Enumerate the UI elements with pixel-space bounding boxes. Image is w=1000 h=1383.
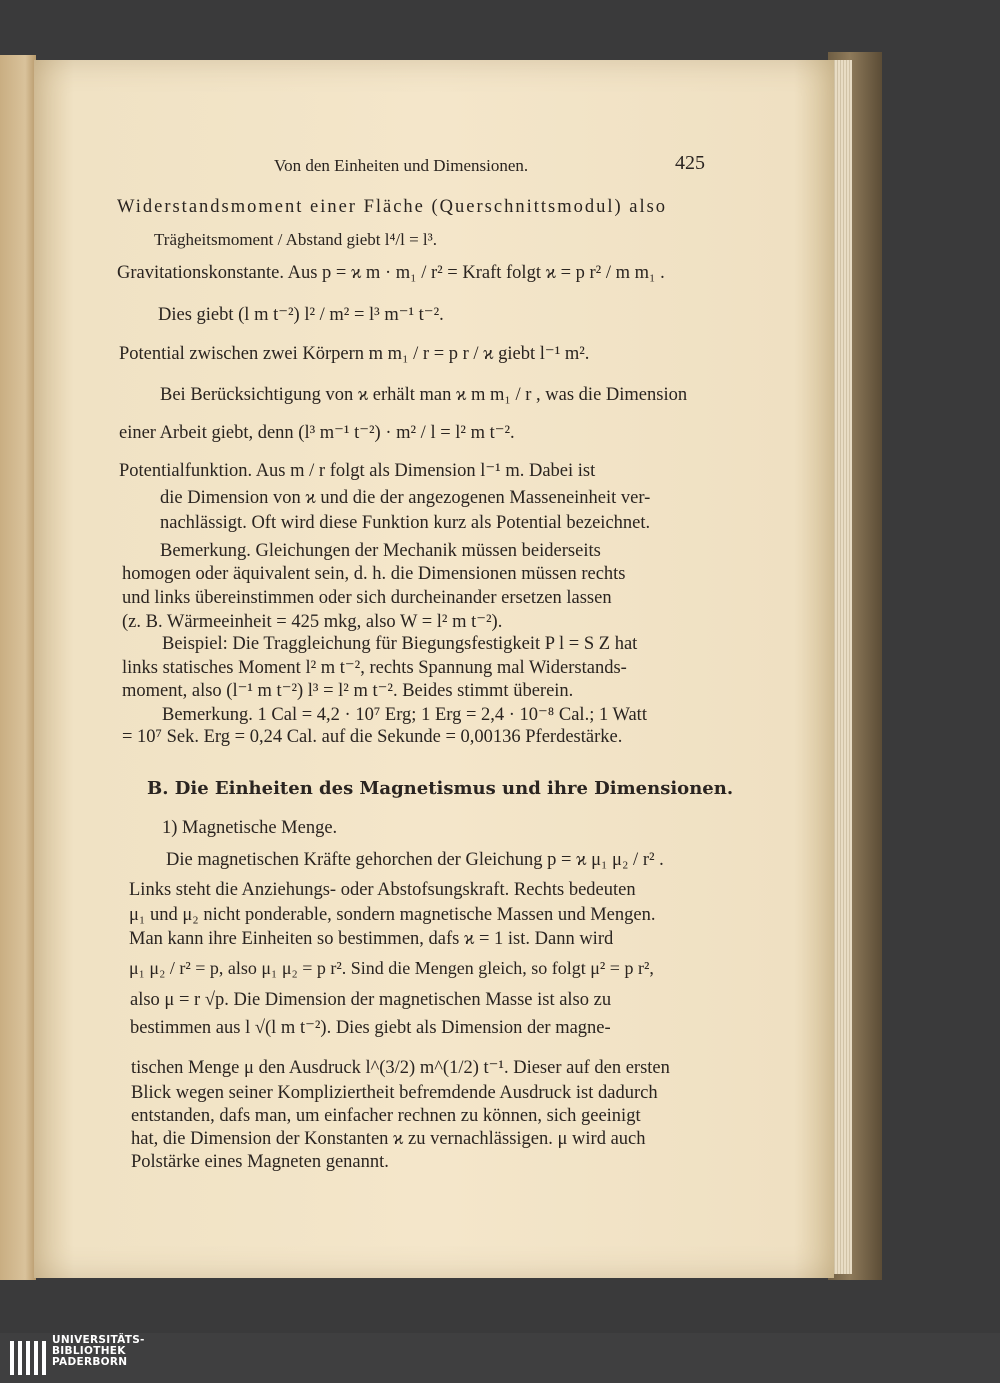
library-footer — [0, 1333, 1000, 1383]
formula-line: Dies giebt (l m t⁻²) l² / m² = l³ m⁻¹ t⁻². — [158, 305, 444, 325]
page-number: 425 — [675, 152, 705, 174]
text-line: μ₁ μ₂ / r² = p, also μ₁ μ₂ = p r². Sind die Mengen gleich, so folgt μ² = p r², — [129, 958, 654, 978]
text-line: die Dimension von ϰ und die der angezogenen Masseneinheit ver- — [160, 488, 651, 508]
text-line: Widerstandsmoment einer Fläche (Querschnittsmodul) also — [117, 197, 668, 217]
example-line: Beispiel: Die Traggleichung für Biegungsfestigkeit P l = S Z hat — [162, 634, 638, 654]
text-line: Potential zwischen zwei Körpern m m₁ / r = p r / ϰ giebt l⁻¹ m². — [119, 344, 590, 364]
subsection-heading: 1) Magnetische Menge. — [162, 818, 338, 838]
text-line: hat, die Dimension der Konstanten ϰ zu vernachlässigen. μ wird auch — [131, 1129, 646, 1149]
remark-line: Bemerkung. 1 Cal = 4,2 · 10⁷ Erg; 1 Erg = 2,4 · 10⁻⁸ Cal.; 1 Watt — [162, 705, 647, 725]
text-line: und links übereinstimmen oder sich durcheinander ersetzen lassen — [122, 588, 612, 608]
text-line: tischen Menge μ den Ausdruck l^(3/2) m^(1/2) t⁻¹. Dieser auf den ersten — [131, 1058, 670, 1078]
library-name-line2: BIBLIOTHEK — [52, 1345, 126, 1357]
text-line: also μ = r √p. Die Dimension der magnetischen Masse ist also zu — [130, 990, 612, 1010]
text-line: Bei Berücksichtigung von ϰ erhält man ϰ m m₁ / r , was die Dimension — [160, 385, 688, 405]
logo-bar-icon — [10, 1341, 14, 1375]
text-line: moment, also (l⁻¹ m t⁻²) l³ = l² m t⁻². Beides stimmt überein. — [122, 681, 574, 701]
logo-bar-icon — [42, 1341, 46, 1375]
logo-bar-icon — [18, 1341, 22, 1375]
library-name-line1: UNIVERSITÄTS- — [52, 1334, 145, 1346]
formula-line: Trägheitsmoment / Abstand giebt l⁴/l = l³. — [154, 230, 438, 249]
text-line: μ₁ und μ₂ nicht ponderable, sondern magnetische Massen und Mengen. — [129, 905, 656, 925]
text-line: Polstärke eines Magneten genannt. — [131, 1152, 389, 1172]
library-name-line3: PADERBORN — [52, 1356, 128, 1368]
text-line: einer Arbeit giebt, denn (l³ m⁻¹ t⁻²) · m² / l = l² m t⁻². — [119, 423, 515, 443]
remark-line: Bemerkung. Gleichungen der Mechanik müssen beiderseits — [160, 541, 601, 561]
text-line: Blick wegen seiner Kompliziertheit befremdende Ausdruck ist dadurch — [131, 1083, 658, 1103]
running-title: Von den Einheiten und Dimensionen. — [274, 156, 529, 175]
text-line: Gravitationskonstante. Aus p = ϰ m · m₁ / r² = Kraft folgt ϰ = p r² / m m₁ . — [117, 263, 665, 283]
text-line: nachlässigt. Oft wird diese Funktion kurz als Potential bezeichnet. — [160, 513, 651, 533]
text-line: entstanden, dafs man, um einfacher rechnen zu können, sich geeinigt — [131, 1106, 641, 1126]
text-line: links statisches Moment l² m t⁻², rechts Spannung mal Widerstands- — [122, 658, 627, 678]
text-line: homogen oder äquivalent sein, d. h. die Dimensionen müssen rechts — [122, 564, 626, 584]
logo-bar-icon — [26, 1341, 30, 1375]
text-line: bestimmen aus l √(l m t⁻²). Dies giebt als Dimension der magne- — [130, 1018, 611, 1038]
text-line: Die magnetischen Kräfte gehorchen der Gleichung p = ϰ μ₁ μ₂ / r² . — [166, 850, 664, 870]
book-page — [34, 60, 834, 1278]
left-page-sliver — [0, 55, 36, 1280]
logo-bar-icon — [34, 1341, 38, 1375]
text-line: = 10⁷ Sek. Erg = 0,24 Cal. auf die Sekunde = 0,00136 Pferdestärke. — [122, 727, 623, 747]
text-line: (z. B. Wärmeeinheit = 425 mkg, also W = l² m t⁻²). — [122, 612, 503, 632]
text-line: Man kann ihre Einheiten so bestimmen, dafs ϰ = 1 ist. Dann wird — [129, 929, 614, 949]
section-heading: B. Die Einheiten des Magnetismus und ihre Dimensionen. — [147, 778, 734, 799]
text-line: Potentialfunktion. Aus m / r folgt als Dimension l⁻¹ m. Dabei ist — [119, 461, 596, 481]
text-line: Links steht die Anziehungs- oder Abstofsungskraft. Rechts bedeuten — [129, 880, 636, 900]
